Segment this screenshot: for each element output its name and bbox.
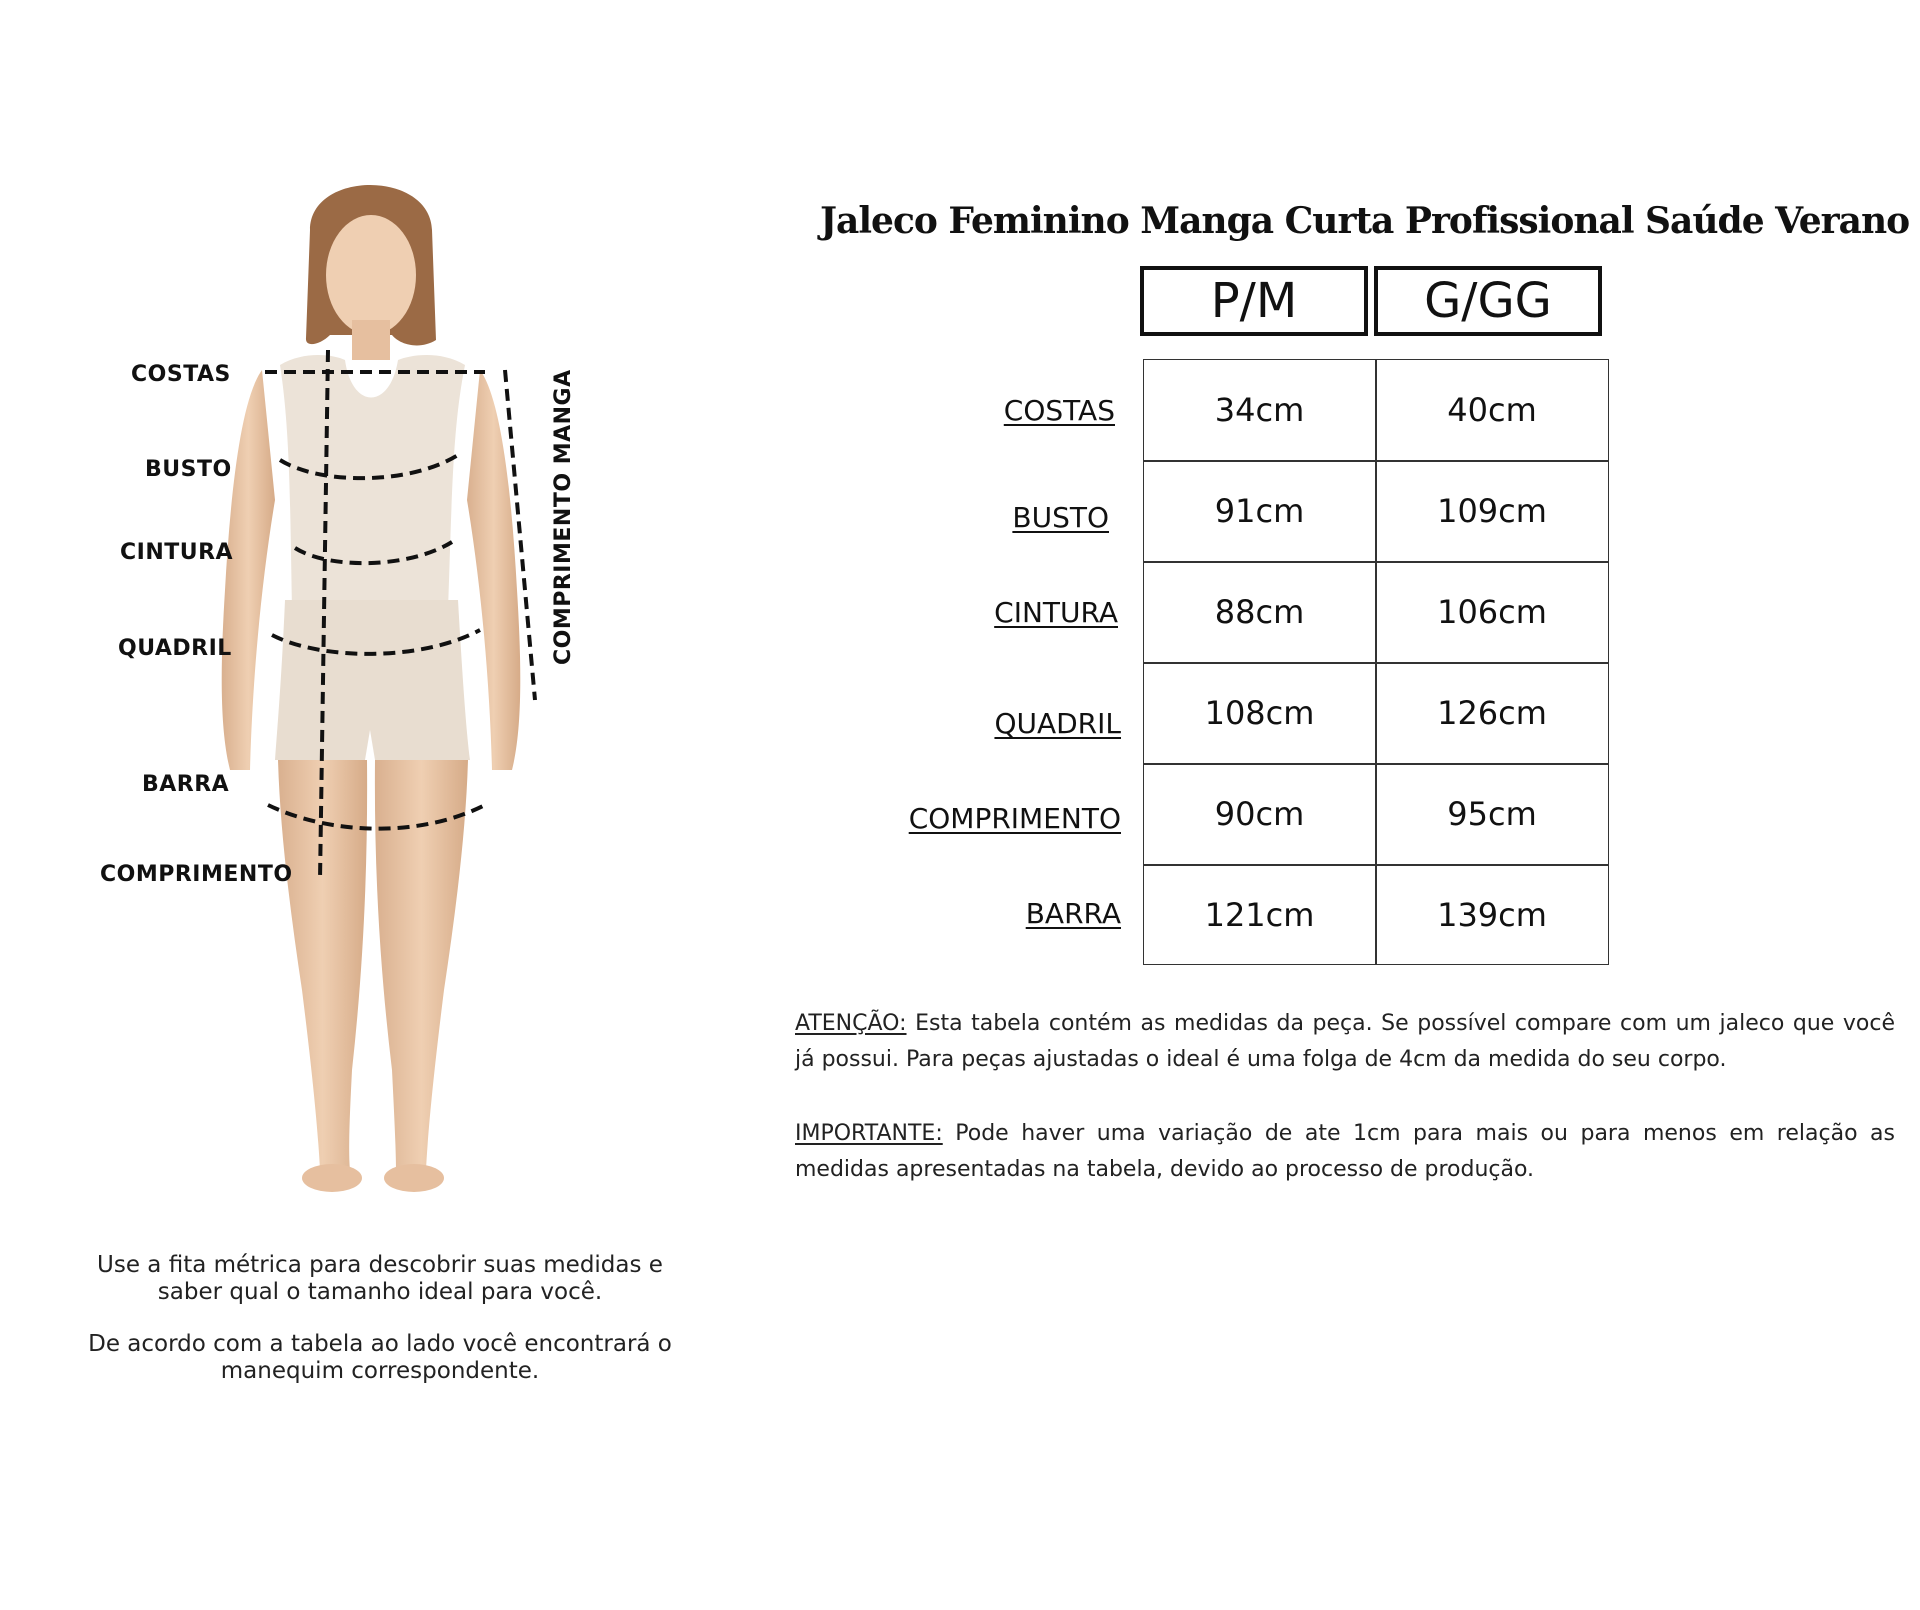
body-illustration	[80, 170, 600, 1240]
size-header-pm: P/M	[1140, 266, 1368, 336]
row-label-busto: BUSTO	[1012, 501, 1109, 534]
cell-costas-pm: 34cm	[1214, 391, 1305, 429]
label-cintura: CINTURA	[120, 540, 234, 565]
label-comprimento: COMPRIMENTO	[100, 862, 293, 887]
cell-barra-ggg: 139cm	[1437, 896, 1547, 934]
row-label-costas: COSTAS	[1003, 394, 1115, 427]
cell-comprimento-pm: 90cm	[1214, 795, 1305, 833]
row-label-comprimento: COMPRIMENTO	[908, 802, 1121, 835]
caption-table-tip: De acordo com a tabela ao lado você encontrará o manequim correspondente.	[88, 1331, 672, 1384]
cell-cintura-pm: 88cm	[1214, 593, 1305, 631]
note-atencao-text: Esta tabela contém as medidas da peça. Se possível compare com um jaleco que você já possui. Para peças ajustadas o ideal é uma folga de 4cm da medida do seu corpo.	[795, 1011, 1895, 1072]
label-busto: BUSTO	[145, 457, 232, 482]
cell-costas-ggg: 40cm	[1447, 391, 1537, 429]
cell-busto-ggg: 109cm	[1437, 492, 1547, 530]
caption-measure-tip: Use a fita métrica para descobrir suas medidas e saber qual o tamanho ideal para você.	[97, 1252, 663, 1305]
note-importante-lead: IMPORTANTE:	[795, 1121, 943, 1146]
cell-quadril-pm: 108cm	[1204, 694, 1315, 732]
note-atencao	[795, 1006, 1895, 1078]
row-label-quadril: QUADRIL	[994, 707, 1121, 740]
cell-cintura-ggg: 106cm	[1437, 593, 1547, 631]
note-importante-text: Pode haver uma variação de ate 1cm para mais ou para menos em relação as medidas apresentadas na tabela, devido ao processo de produção.	[795, 1121, 1895, 1182]
label-costas: COSTAS	[131, 362, 231, 387]
note-atencao-lead: ATENÇÃO:	[795, 1011, 907, 1036]
measurement-figure	[80, 170, 600, 1240]
cell-comprimento-ggg: 95cm	[1447, 795, 1537, 833]
cell-busto-pm: 91cm	[1214, 492, 1305, 530]
row-label-barra: BARRA	[1025, 897, 1121, 930]
size-header-ggg: G/GG	[1374, 266, 1602, 336]
page-title: Jaleco Feminino Manga Curta Profissional Saúde Verano	[820, 200, 1910, 242]
note-importante	[795, 1116, 1895, 1188]
cell-barra-pm: 121cm	[1204, 896, 1315, 934]
label-comprimento-manga: COMPRIMENTO MANGA	[551, 369, 576, 665]
measurement-table	[1143, 359, 1609, 965]
cell-quadril-ggg: 126cm	[1437, 694, 1547, 732]
label-quadril: QUADRIL	[118, 636, 232, 661]
label-barra: BARRA	[142, 772, 230, 797]
row-label-cintura: CINTURA	[994, 596, 1118, 629]
